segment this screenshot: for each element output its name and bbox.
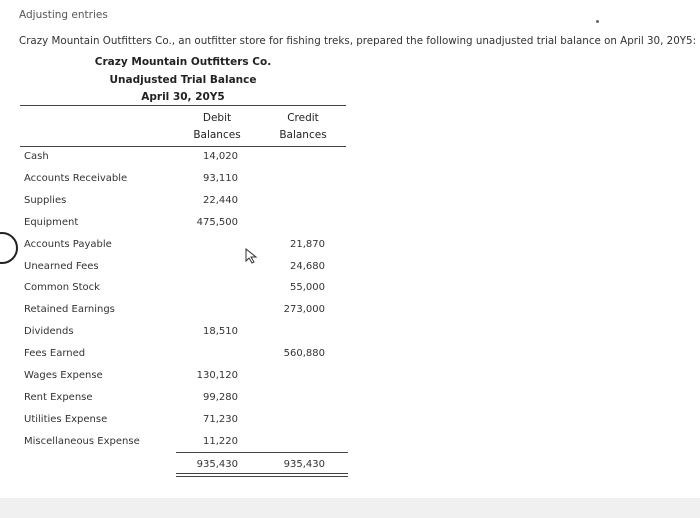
credit-value: 55,000 [290,282,325,294]
double-rule-debit-1 [176,473,262,474]
total-rule-credit [262,452,348,453]
debit-value: 14,020 [203,151,238,162]
table-row [0,304,700,324]
credit-value: 273,000 [283,304,325,316]
account-name: Equipment [24,216,79,228]
account-name: Utilities Expense [24,413,108,425]
account-name: Unearned Fees [24,260,99,272]
account-name: Miscellaneous Expense [24,435,140,447]
double-rule-credit-1 [262,473,348,474]
table-row [0,392,700,412]
dot-marker [596,20,599,23]
account-name: Dividends [24,326,74,338]
debit-value: 93,110 [203,172,238,184]
table-row [0,217,700,237]
statement-title: Unadjusted Trial Balance [109,74,257,86]
double-rule-credit-2 [262,476,348,477]
account-name: Wages Expense [24,370,103,381]
total-credit: 935,430 [283,459,325,470]
debit-value: 99,280 [203,391,238,403]
company-name: Crazy Mountain Outfitters Co. [94,56,272,68]
debit-value: 130,120 [196,370,238,381]
account-name: Accounts Payable [24,238,112,250]
table-row [0,282,700,302]
account-name: Accounts Receivable [24,172,128,184]
debit-value: 71,230 [203,413,238,425]
table-row [0,326,700,346]
table-row [0,436,700,456]
credit-header-line2: Balances [279,129,327,141]
total-rule-debit [176,452,262,453]
table-row [0,173,700,193]
account-name: Fees Earned [24,348,86,360]
debit-column-header [182,110,252,144]
debit-header-line2: Balances [193,129,241,141]
credit-header-line1: Credit [287,112,319,124]
double-rule-debit-2 [176,476,262,477]
table-row [0,414,700,434]
table-row [0,370,700,390]
left-circle-marker[interactable] [0,232,18,264]
account-name: Supplies [24,194,67,206]
account-name: Retained Earnings [24,304,115,316]
mouse-cursor-icon [245,248,259,264]
debit-value: 18,510 [203,326,238,338]
debit-value: 22,440 [203,194,238,206]
table-row [0,348,700,368]
credit-column-header [268,110,338,144]
credit-value: 560,880 [283,348,325,360]
header-rule [20,146,346,147]
account-name: Common Stock [24,282,100,294]
statement-date: April 30, 20Y5 [141,91,225,103]
account-name: Cash [24,151,49,162]
debit-value: 475,500 [196,216,238,228]
account-name: Rent Expense [24,391,93,403]
table-row [0,261,700,281]
total-debit: 935,430 [196,459,238,470]
intro-text: Crazy Mountain Outfitters Co., an outfitter store for fishing treks, prepared the following unadjusted trial balance on April 30, 20Y5: [19,35,697,47]
top-rule [20,105,346,106]
credit-value: 24,680 [290,260,325,272]
debit-header-line1: Debit [202,112,232,124]
table-row [0,195,700,215]
debit-value: 11,220 [203,435,238,447]
table-row [0,151,700,171]
credit-value: 21,870 [290,238,325,250]
table-row [0,239,700,259]
bottom-bar [0,498,700,518]
section-label: Adjusting entries [19,9,108,21]
